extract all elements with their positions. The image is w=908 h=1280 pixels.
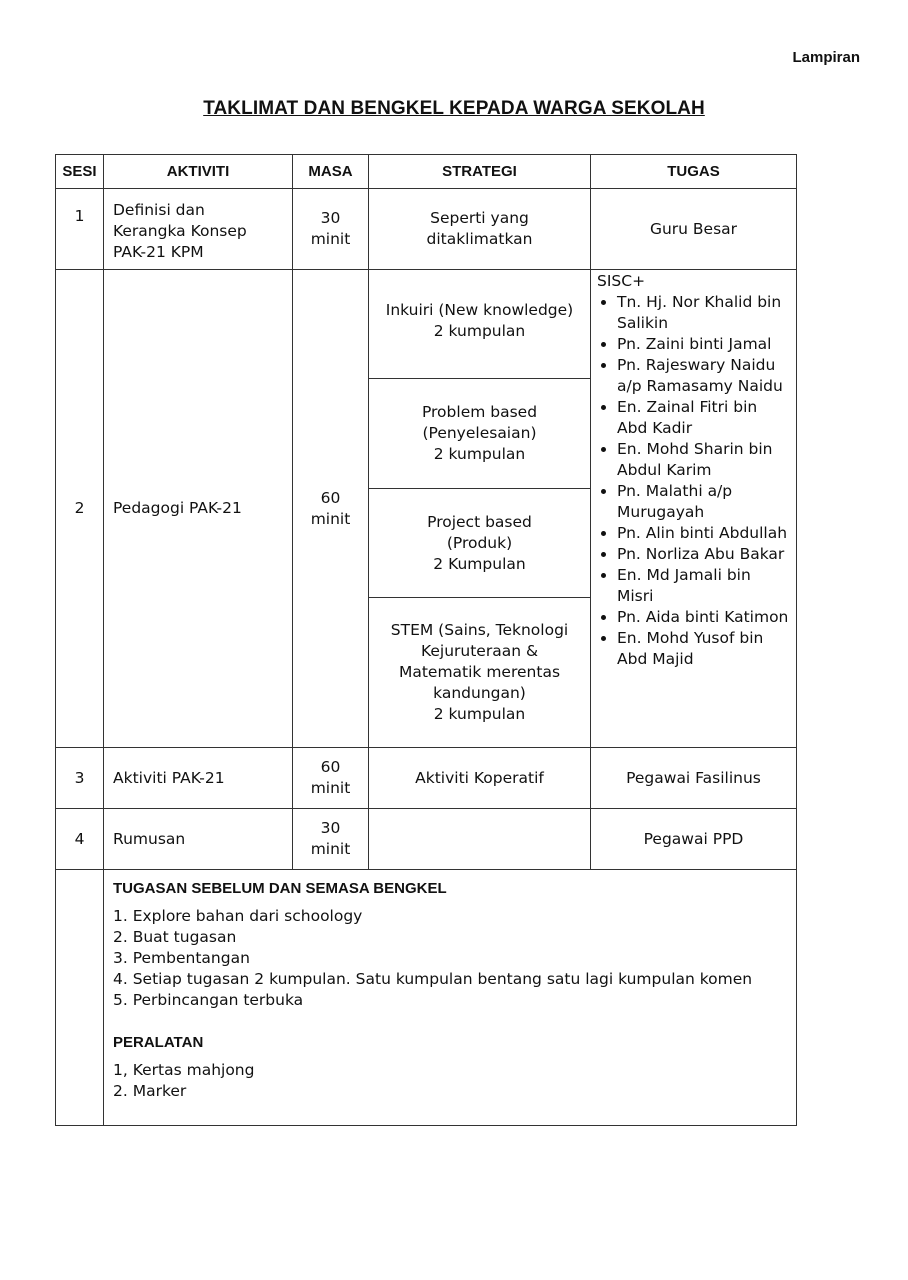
list-item: • En. Zainal Fitri bin Abd Kadir <box>617 397 792 439</box>
aktiviti-line: Kerangka Konsep <box>113 222 247 240</box>
col-masa: MASA <box>293 155 369 189</box>
aktiviti-cell: Aktiviti PAK-21 <box>104 748 293 809</box>
col-aktiviti: AKTIVITI <box>104 155 293 189</box>
strategi-line: kandungan) <box>433 684 526 702</box>
list-item: • Tn. Hj. Nor Khalid bin Salikin <box>617 292 792 334</box>
col-sesi: SESI <box>56 155 104 189</box>
list-item: • Pn. Alin binti Abdullah <box>617 523 792 544</box>
strategi-project-based <box>369 489 590 598</box>
masa-cell <box>293 189 369 270</box>
strategi-line: Seperti yang <box>430 209 529 227</box>
strategi-line: Matematik merentas <box>398 663 561 681</box>
strategi-stem <box>369 598 590 747</box>
strategi-line: Problem based <box>421 403 538 421</box>
masa-value: 60 <box>320 758 341 776</box>
aktiviti-cell: Rumusan <box>104 809 293 870</box>
tugas-cell: Pegawai Fasilinus <box>591 748 797 809</box>
col-strategi: STRATEGI <box>369 155 591 189</box>
strategi-line: STEM (Sains, Teknologi <box>390 621 569 639</box>
peralatan-item: 1, Kertas mahjong <box>113 1061 255 1079</box>
table-row <box>56 748 797 809</box>
aktiviti-cell <box>104 189 293 270</box>
list-item: • Pn. Rajeswary Naidu a/p Ramasamy Naidu <box>617 355 792 397</box>
strategi-line: (Produk) <box>446 533 513 552</box>
list-item: • En. Mohd Sharin bin Abdul Karim <box>617 439 792 481</box>
table-row <box>56 809 797 870</box>
list-item: • Pn. Norliza Abu Bakar <box>617 544 792 565</box>
strategi-line: 2 kumpulan <box>433 445 526 463</box>
tugas-cell <box>591 270 797 748</box>
col-tugas: TUGAS <box>591 155 797 189</box>
strategi-cell <box>369 189 591 270</box>
list-item: • Pn. Malathi a/p Murugayah <box>617 481 792 523</box>
tugasan-heading: TUGASAN SEBELUM DAN SEMASA BENGKEL <box>113 880 447 897</box>
aktiviti-line: PAK-21 KPM <box>113 243 204 261</box>
sesi-cell: 4 <box>56 809 104 870</box>
peralatan-item: 2. Marker <box>113 1082 187 1100</box>
tugasan-item: 2. Buat tugasan <box>113 928 237 946</box>
masa-cell <box>293 809 369 870</box>
strategi-line: 2 Kumpulan <box>433 554 526 573</box>
table-row <box>56 270 797 748</box>
notes-spacer-cell <box>56 870 104 1126</box>
tugasan-item: 1. Explore bahan dari schoology <box>113 907 363 925</box>
strategi-inkuiri <box>369 270 590 379</box>
strategi-line: Kejuruteraan & <box>420 642 539 660</box>
list-item: • En. Mohd Yusof bin Abd Majid <box>617 628 792 670</box>
notes-row <box>56 870 797 1126</box>
tugas-cell: Guru Besar <box>591 189 797 270</box>
masa-value: 30 <box>320 209 341 227</box>
peralatan-heading: PERALATAN <box>113 1034 204 1051</box>
masa-unit: minit <box>310 779 351 797</box>
masa-cell <box>293 748 369 809</box>
tugasan-item: 3. Pembentangan <box>113 949 250 967</box>
strategi-problem-based <box>369 379 590 489</box>
table-row <box>56 189 797 270</box>
masa-value: 30 <box>320 819 341 837</box>
strategi-line: 2 kumpulan <box>433 322 526 340</box>
strategi-line: (Penyelesaian) <box>422 424 537 442</box>
sesi-cell: 2 <box>56 270 104 748</box>
list-item: • Pn. Zaini binti Jamal <box>617 334 792 355</box>
masa-unit: minit <box>310 230 351 248</box>
tugasan-item: 4. Setiap tugasan 2 kumpulan. Satu kumpulan bentang satu lagi kumpulan komen <box>113 970 753 988</box>
strategi-line: Project based <box>427 512 532 531</box>
aktiviti-line: Definisi dan <box>113 201 205 219</box>
masa-unit: minit <box>310 509 351 528</box>
strategi-cell: Aktiviti Koperatif <box>369 748 591 809</box>
page-title: TAKLIMAT DAN BENGKEL KEPADA WARGA SEKOLAH <box>203 98 705 119</box>
masa-cell <box>293 270 369 748</box>
strategi-line: Inkuiri (New knowledge) <box>385 301 574 319</box>
aktiviti-cell: Pedagogi PAK-21 <box>104 270 293 748</box>
tugas-heading: SISC+ <box>597 272 646 290</box>
header-row <box>56 155 797 189</box>
strategi-line: ditaklimatkan <box>426 230 533 248</box>
sesi-cell: 3 <box>56 748 104 809</box>
list-item: • Pn. Aida binti Katimon <box>617 607 792 628</box>
masa-unit: minit <box>310 840 351 858</box>
masa-value: 60 <box>320 488 341 507</box>
lampiran-label: Lampiran <box>792 49 860 66</box>
tugasan-item: 5. Perbincangan terbuka <box>113 991 304 1009</box>
strategi-line: 2 kumpulan <box>433 705 526 723</box>
tugas-list <box>597 292 792 670</box>
strategi-cell <box>369 809 591 870</box>
schedule-table <box>55 154 797 1126</box>
sesi-cell: 1 <box>56 189 104 270</box>
strategi-cell <box>369 270 591 748</box>
notes-cell <box>104 870 797 1126</box>
list-item: • En. Md Jamali bin Misri <box>617 565 792 607</box>
tugas-cell: Pegawai PPD <box>591 809 797 870</box>
